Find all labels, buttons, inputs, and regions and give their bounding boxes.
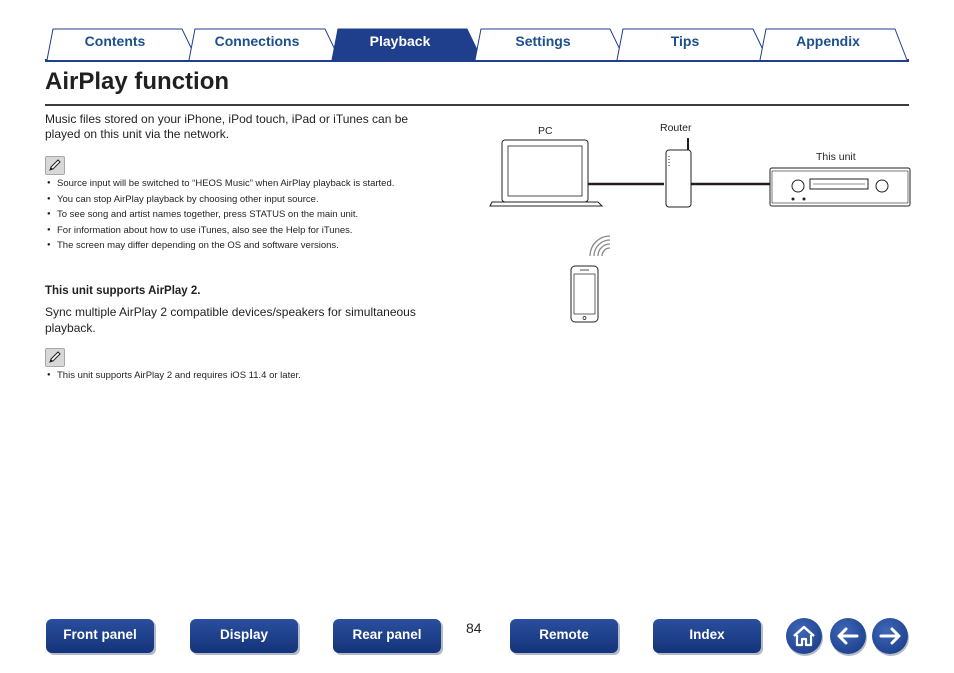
top-tab-bar — [45, 27, 909, 62]
back-button[interactable] — [830, 618, 866, 654]
tab-playback[interactable]: Playback — [369, 33, 431, 49]
note-item: ● You can stop AirPlay playback by choosing other input source. — [45, 192, 394, 208]
wifi-signal-icon — [590, 236, 610, 256]
front-panel-button[interactable]: Front panel — [46, 619, 154, 653]
note-pencil-icon — [45, 156, 65, 175]
note-item: ● For information about how to use iTunes, also see the Help for iTunes. — [45, 223, 394, 239]
notes-list — [45, 176, 394, 254]
router-label: Router — [660, 122, 692, 134]
note-item: ● To see song and artist names together, press STATUS on the main unit. — [45, 207, 394, 223]
router-icon — [666, 138, 691, 207]
note-item: ● The screen may differ depending on the OS and software versions. — [45, 238, 394, 254]
airplay2-heading: This unit supports AirPlay 2. — [45, 285, 201, 297]
note-pencil-icon — [45, 348, 65, 367]
smartphone-icon — [571, 266, 598, 322]
network-diagram — [488, 118, 912, 328]
intro-text: Music files stored on your iPhone, iPod touch, iPad or iTunes can be played on this unit via the network. — [45, 112, 409, 141]
notes-list-2 — [45, 368, 301, 384]
back-arrow-icon — [830, 618, 866, 654]
pc-laptop-icon — [490, 140, 602, 206]
home-icon — [786, 618, 822, 654]
home-button[interactable] — [786, 618, 822, 654]
tab-settings[interactable]: Settings — [515, 33, 571, 49]
forward-arrow-icon — [872, 618, 908, 654]
pc-label: PC — [538, 125, 553, 137]
receiver-unit-icon — [770, 168, 910, 206]
page-number: 84 — [466, 620, 482, 636]
this-unit-label: This unit — [816, 151, 856, 163]
display-button[interactable]: Display — [190, 619, 298, 653]
forward-button[interactable] — [872, 618, 908, 654]
page-title: AirPlay function — [45, 68, 230, 95]
airplay2-text: Sync multiple AirPlay 2 compatible devices/speakers for simultaneous playback. — [45, 305, 416, 335]
tab-appendix[interactable]: Appendix — [796, 33, 860, 49]
tab-connections[interactable]: Connections — [214, 33, 300, 49]
title-divider — [45, 104, 909, 106]
remote-button[interactable]: Remote — [510, 619, 618, 653]
rear-panel-button[interactable]: Rear panel — [333, 619, 441, 653]
index-button[interactable]: Index — [653, 619, 761, 653]
note-item: ● Source input will be switched to “HEOS Music” when AirPlay playback is started. — [45, 176, 394, 192]
tab-contents[interactable]: Contents — [84, 33, 146, 49]
diagram-drawing — [488, 118, 912, 328]
tab-tips[interactable]: Tips — [670, 33, 700, 49]
note-item: ● This unit supports AirPlay 2 and requires iOS 11.4 or later. — [45, 368, 301, 384]
